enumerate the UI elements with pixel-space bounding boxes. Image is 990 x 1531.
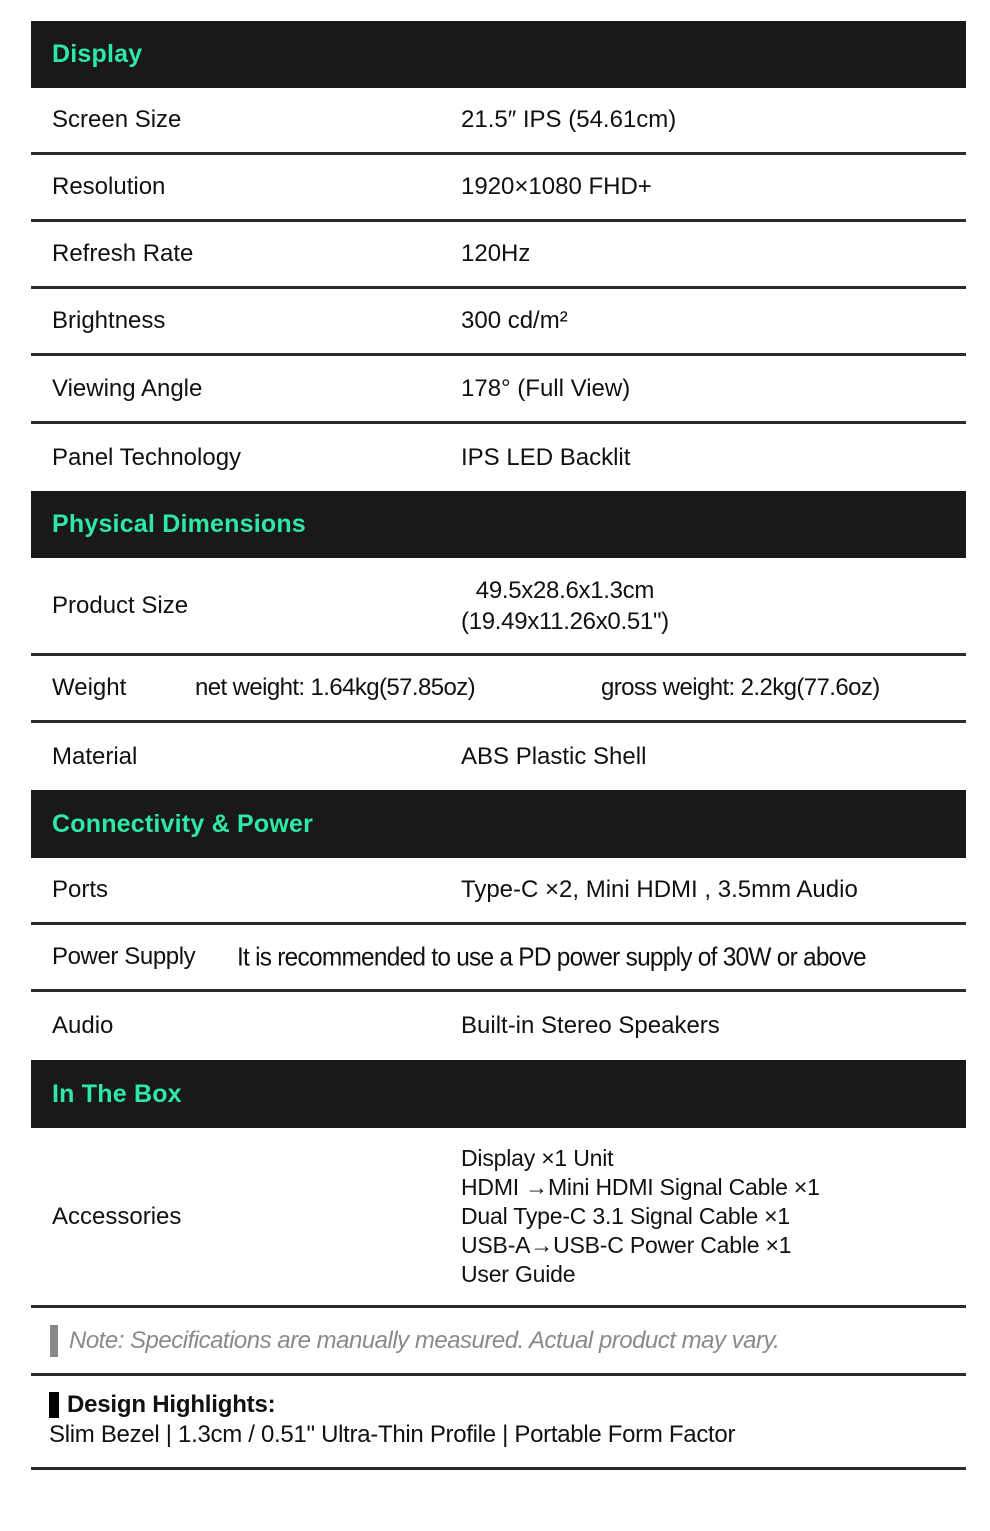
section-title: Display (52, 40, 143, 68)
row-resolution (31, 155, 966, 222)
spec-label: Product Size (52, 591, 189, 619)
design-highlights-heading (49, 1391, 966, 1419)
spec-label: Weight (52, 674, 127, 701)
note-text: Note: Specifications are manually measured. Actual product may vary. (69, 1326, 780, 1354)
design-highlights-text: Slim Bezel | 1.3cm / 0.51" Ultra-Thin Profile | Portable Form Factor (49, 1421, 736, 1448)
spec-label: Refresh Rate (52, 240, 194, 267)
spec-label: Power Supply (52, 943, 196, 970)
spec-value: It is recommended to use a PD power supply of 30W or above (237, 941, 866, 972)
row-weight (31, 656, 966, 723)
accessory-item: USB-A→USB-C Power Cable ×1 (461, 1232, 792, 1258)
row-brightness (31, 289, 966, 356)
row-product-size (31, 558, 966, 656)
spec-label: Panel Technology (52, 443, 242, 471)
row-material (31, 723, 966, 790)
spec-value: 178° (Full View) (461, 374, 631, 402)
spec-value: Type-C ×2, Mini HDMI , 3.5mm Audio (461, 876, 858, 903)
accessory-item: User Guide (461, 1261, 576, 1287)
spec-label: Ports (52, 876, 109, 903)
section-title: Connectivity & Power (52, 809, 313, 838)
weight-gross-value: gross weight: 2.2kg(77.6oz) (601, 674, 880, 701)
spec-label: Audio (52, 1012, 114, 1039)
spec-value: IPS LED Backlit (461, 443, 631, 471)
note-marker-bar (50, 1325, 58, 1357)
row-refresh-rate (31, 222, 966, 289)
spec-value: Built-in Stereo Speakers (461, 1012, 720, 1039)
section-title: Physical Dimensions (52, 510, 306, 538)
spec-value (461, 575, 966, 637)
design-highlights-title: Design Highlights: (67, 1391, 276, 1418)
note-row (31, 1308, 966, 1376)
product-size-imperial: (19.49x11.26x0.51") (461, 607, 669, 635)
spec-label: Accessories (52, 1202, 182, 1230)
spec-value: ABS Plastic Shell (461, 742, 647, 770)
section-header-physical-dimensions (31, 491, 966, 558)
row-audio (31, 992, 966, 1060)
spec-label: Material (52, 742, 138, 770)
spec-label: Brightness (52, 307, 166, 334)
spec-label: Resolution (52, 173, 166, 200)
heading-marker-bar (49, 1392, 59, 1418)
row-screen-size (31, 88, 966, 155)
spec-value: 1920×1080 FHD+ (461, 173, 652, 200)
row-ports (31, 858, 966, 925)
spec-label: Viewing Angle (52, 374, 203, 402)
row-viewing-angle (31, 356, 966, 424)
row-accessories (31, 1128, 966, 1308)
accessories-list (461, 1144, 966, 1289)
spec-sheet (31, 21, 966, 1470)
weight-net-value: net weight: 1.64kg(57.85oz) (195, 674, 475, 701)
spec-value: 21.5″ IPS (54.61cm) (461, 106, 677, 133)
product-size-metric: 49.5x28.6x1.3cm (475, 576, 655, 604)
spec-value: 300 cd/m² (461, 307, 568, 334)
row-power-supply (31, 925, 966, 992)
section-header-connectivity-power (31, 790, 966, 858)
accessory-item: Dual Type-C 3.1 Signal Cable ×1 (461, 1203, 790, 1229)
section-header-display (31, 21, 966, 88)
spec-label: Screen Size (52, 106, 182, 133)
section-title: In The Box (52, 1079, 182, 1108)
accessory-item: Display ×1 Unit (461, 1145, 614, 1171)
accessory-item: HDMI →Mini HDMI Signal Cable ×1 (461, 1174, 820, 1200)
section-header-in-the-box (31, 1060, 966, 1128)
design-highlights (31, 1376, 966, 1470)
spec-value: 120Hz (461, 240, 531, 267)
row-panel-technology (31, 424, 966, 491)
